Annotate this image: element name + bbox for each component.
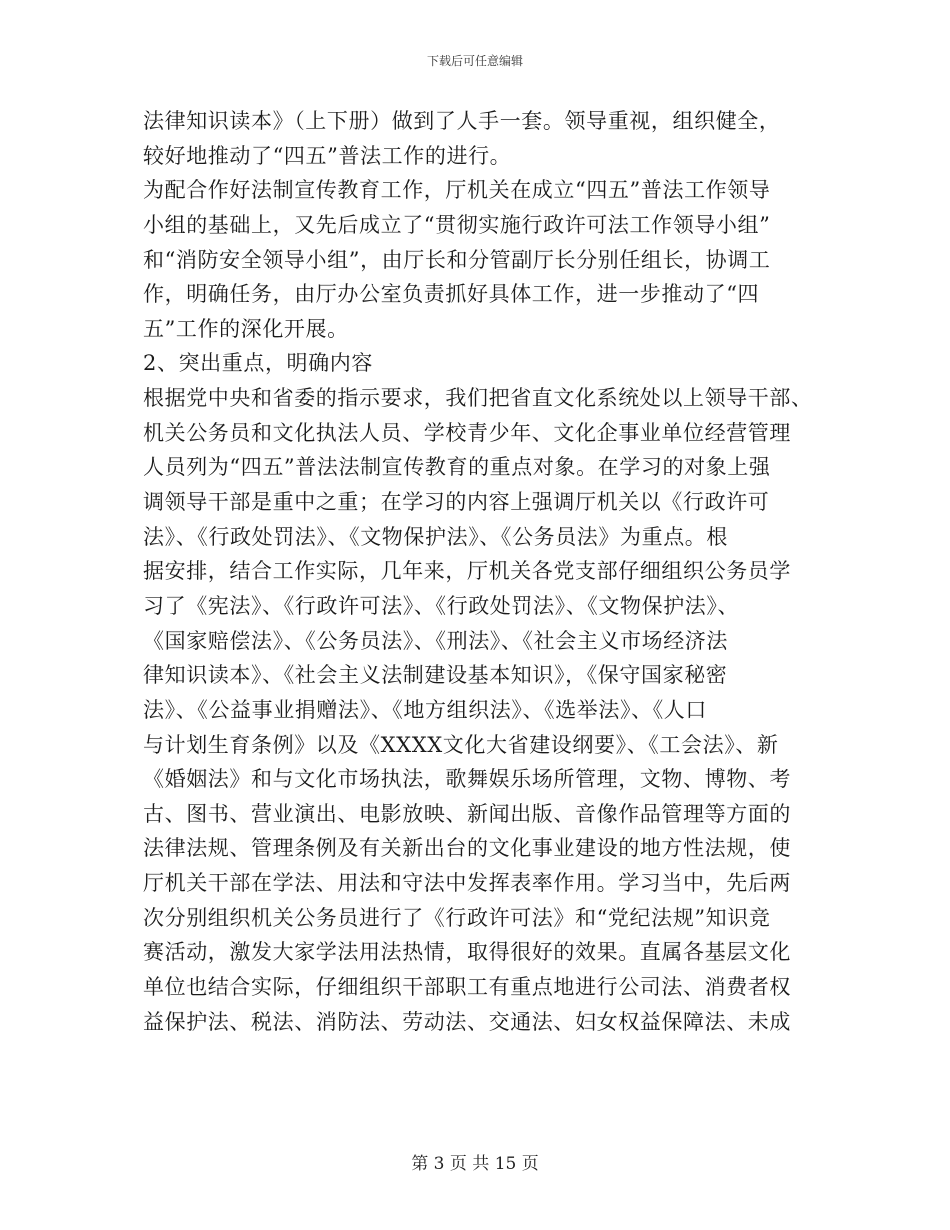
header-note: 下载后可任意编辑 <box>426 54 523 68</box>
body-line: 习了《宪法》、《行政许可法》、《行政处罚法》、《文物保护法》、 <box>143 593 740 618</box>
body-line: 为配合作好法制宣传教育工作，厅机关在成立“四五”普法工作领导 <box>143 178 771 203</box>
body-line: 调领导干部是重中之重；在学习的内容上强调厅机关以《行政许可 <box>143 490 770 515</box>
body-line: 《婚姻法》和与文化市场执法，歌舞娱乐场所管理，文物、博物、考 <box>143 767 791 792</box>
body-line: 人员列为“四五”普法法制宣传教育的重点对象。在学习的对象上强 <box>143 455 771 480</box>
body-line: 法律法规、管理条例及有关新出台的文化事业建设的地方性法规，使 <box>143 836 791 861</box>
body-line: 与计划生育条例》以及《XXXX文化大省建设纲要》、《工会法》、新 <box>143 732 779 757</box>
body-line: 机关公务员和文化执法人员、学校青少年、文化企事业单位经营管理 <box>143 420 791 445</box>
body-line: 单位也结合实际，仔细组织干部职工有重点地进行公司法、消费者权 <box>143 975 791 1000</box>
body-line: 和“消防安全领导小组”，由厅长和分管副厅长分别任组长，协调工 <box>143 247 771 272</box>
body-line: 五”工作的深化开展。 <box>143 316 349 341</box>
body-line: 较好地推动了“四五”普法工作的进行。 <box>143 143 512 168</box>
body-line: 律知识读本》、《社会主义法制建设基本知识》，《保守国家秘密 <box>143 663 728 688</box>
page-footer <box>0 1153 950 1175</box>
body-line: 小组的基础上，又先后成立了“贯彻实施行政许可法工作领导小组” <box>143 212 771 237</box>
body-line: 根据党中央和省委的指示要求，我们把省直文化系统处以上领导干部、 <box>143 386 813 411</box>
body-line: 《国家赔偿法》、《公务员法》、《刑法》、《社会主义市场经济法 <box>143 628 728 653</box>
body-line: 厅机关干部在学法、用法和守法中发挥表率作用。学习当中，先后两 <box>143 871 791 896</box>
body-line: 法》、《行政处罚法》、《文物保护法》、《公务员法》为重点。根 <box>143 524 728 549</box>
body-line: 古、图书、营业演出、电影放映、新闻出版、音像作品管理等方面的 <box>143 801 791 826</box>
body-line: 益保护法、税法、消防法、劳动法、交通法、妇女权益保障法、未成 <box>143 1009 791 1034</box>
page-header <box>0 53 950 69</box>
body-line: 法律知识读本》（上下册）做到了人手一套。领导重视，组织健全， <box>143 109 781 133</box>
body-line: 作，明确任务，由厅办公室负责抓好具体工作，进一步推动了“四 <box>143 282 760 307</box>
body-line: 据安排，结合工作实际，几年来，厅机关各党支部仔细组织公务员学 <box>143 559 791 584</box>
body-line: 赛活动，激发大家学法用法热情，取得很好的效果。直属各基层文化 <box>143 940 791 965</box>
section-heading: 2、突出重点，明确内容 <box>143 351 373 376</box>
page-number: 第 3 页 共 15 页 <box>411 1154 539 1174</box>
document-body <box>143 104 833 1039</box>
body-line: 次分别组织机关公务员进行了《行政许可法》和“党纪法规”知识竞 <box>143 905 771 930</box>
body-line: 法》、《公益事业捐赠法》、《地方组织法》、《选举法》、《人口 <box>143 697 707 722</box>
